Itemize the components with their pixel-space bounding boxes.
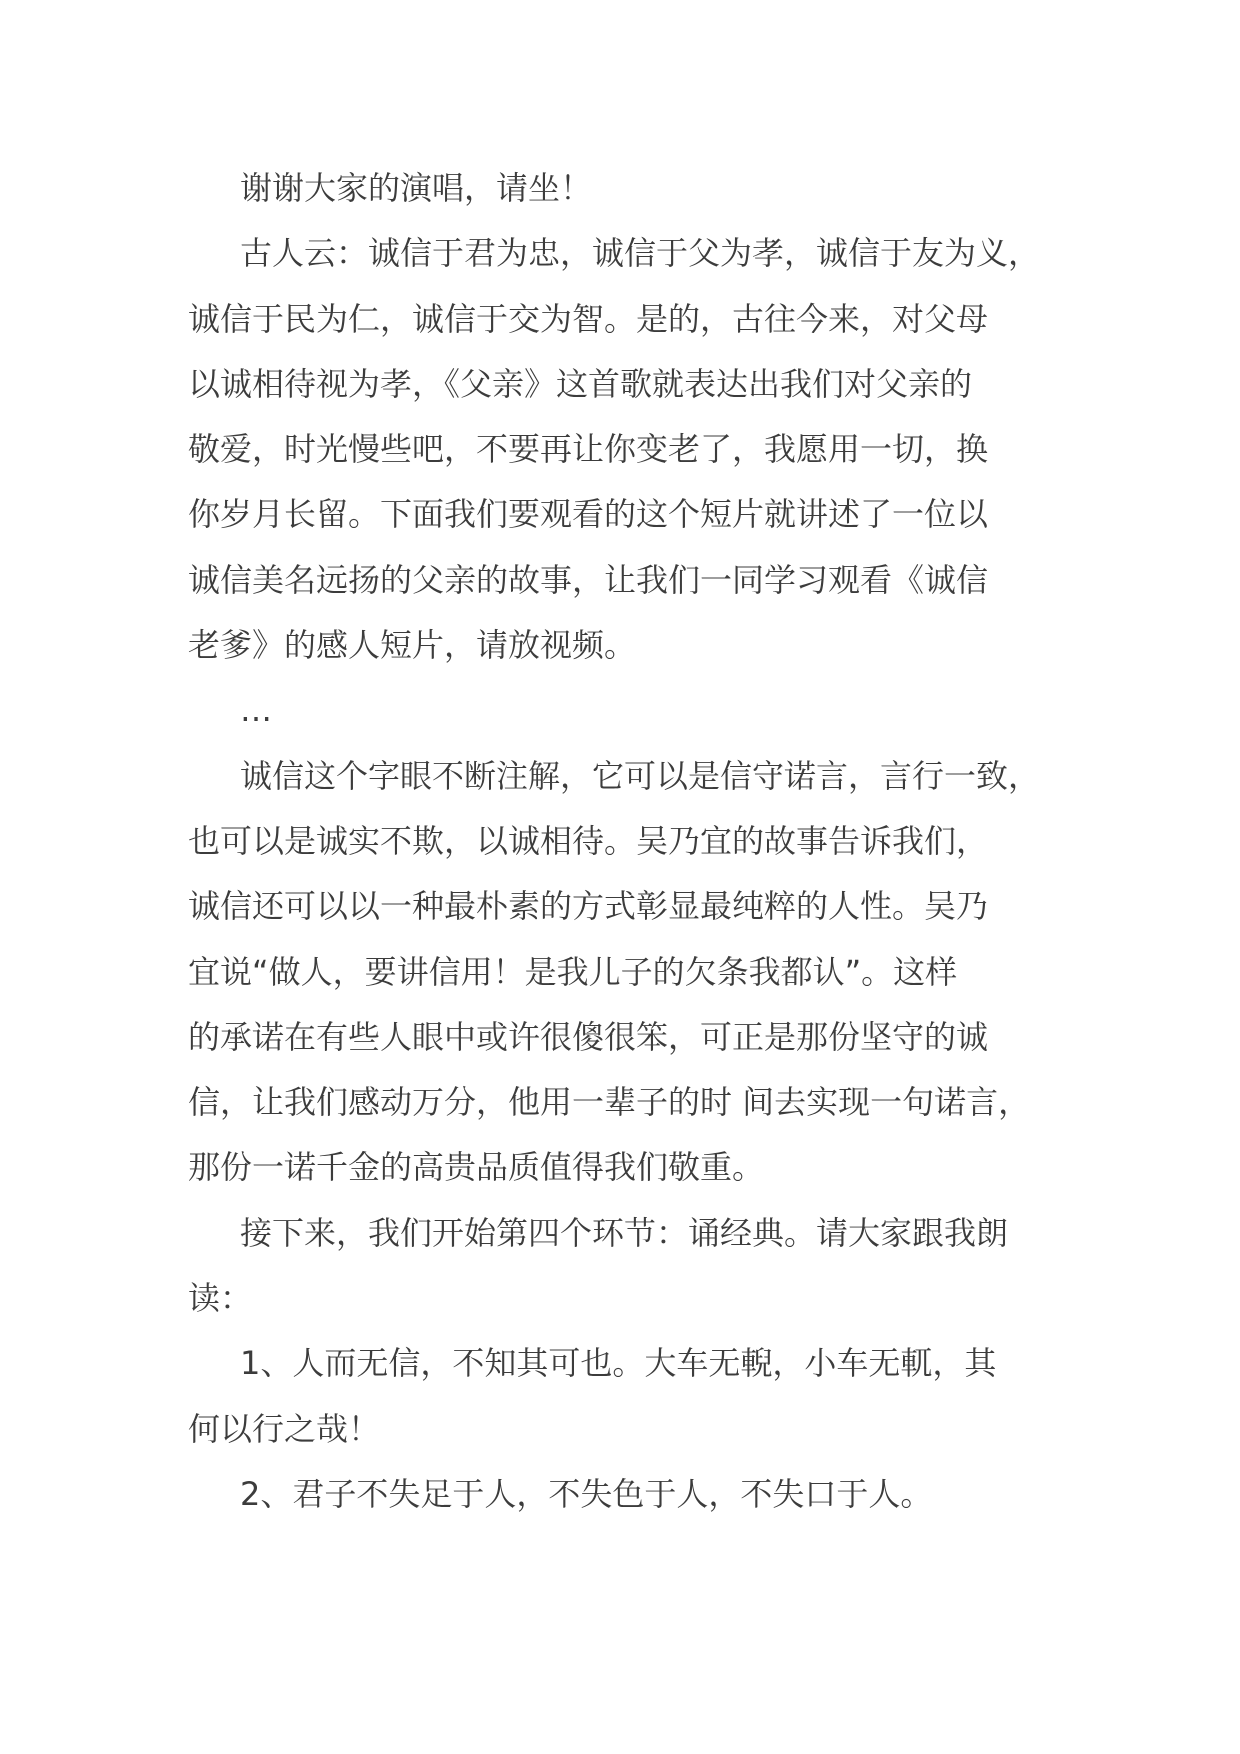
text-line: 谢谢大家的演唱，请坐！ <box>240 169 593 207</box>
text-line: 接下来，我们开始第四个环节：诵经典。请大家跟我朗 <box>240 1213 1009 1252</box>
paragraph-thanks <box>188 168 1088 208</box>
text-line: 以诚相待视为孝，《父亲》这首歌就表达出我们对父亲的 <box>188 364 973 403</box>
paragraph-classic-1 <box>188 1343 1088 1448</box>
text-line: 你岁月长留。下面我们要观看的这个短片就讲述了一位以 <box>188 495 989 534</box>
text-line: 宜说“做人，要讲信用！是我儿子的欠条我都认”。这样 <box>188 952 958 991</box>
document-body <box>188 168 1088 1539</box>
paragraph-wu-naiyi <box>188 756 1088 1188</box>
text-line: 读： <box>188 1279 253 1318</box>
paragraph-fourth-section <box>188 1213 1088 1318</box>
text-line: … <box>240 691 272 730</box>
text-line: 诚信这个字眼不断注解，它可以是信守诺言，言行一致， <box>240 756 1041 795</box>
text-line: 2、君子不失足于人，不失色于人，不失口于人。 <box>240 1474 933 1513</box>
text-line: 诚信美名远扬的父亲的故事，让我们一同学习观看《诚信 <box>188 560 989 599</box>
text-line: 老爹》的感人短片，请放视频。 <box>188 626 637 665</box>
text-line: 信，让我们感动万分，他用一辈子的时 间去实现一句诺言， <box>188 1083 1031 1122</box>
text-line: 那份一诺千金的高贵品质值得我们敬重。 <box>188 1148 765 1187</box>
text-line: 的承诺在有些人眼中或许很傻很笨，可正是那份坚守的诚 <box>188 1017 989 1056</box>
text-line: 敬爱，时光慢些吧，不要再让你变老了，我愿用一切，换 <box>188 430 989 469</box>
paragraph-classic-2 <box>188 1474 1088 1514</box>
text-line: 1、人而无信，不知其可也。大车无輗，小车无軏，其 <box>240 1344 997 1383</box>
paragraph-integrity-father <box>188 233 1088 665</box>
text-line: 诚信于民为仁，诚信于交为智。是的，古往今来，对父母 <box>188 299 989 338</box>
text-line: 也可以是诚实不欺，以诚相待。吴乃宜的故事告诉我们， <box>188 821 989 860</box>
text-line: 古人云：诚信于君为忠，诚信于父为孝，诚信于友为义， <box>240 234 1041 273</box>
text-line: 何以行之哉！ <box>188 1409 381 1448</box>
text-line: 诚信还可以以一种最朴素的方式彰显最纯粹的人性。吴乃 <box>188 887 989 926</box>
paragraph-ellipsis <box>188 690 1088 730</box>
